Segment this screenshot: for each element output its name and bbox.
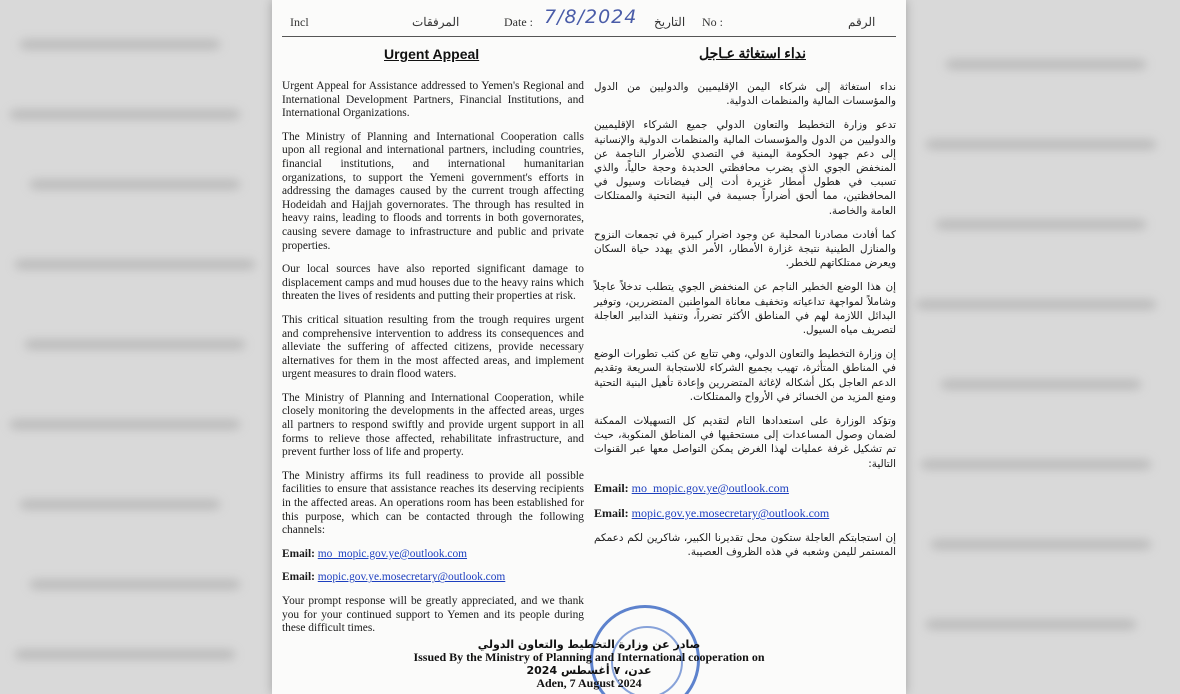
arabic-column <box>594 80 896 569</box>
arabic-paragraph: وتؤكد الوزارة على استعدادها التام لتقديم كل التسهيلات الممكنة لضمان وصول المساعدات إلى مستحقيها في المناطق المنكوبة، حيث تم تشكيل غرفة عمليات لهذا الغرض يمكن التواصل معها عبر القنوات التالية: <box>594 415 896 470</box>
signature-block <box>272 638 906 690</box>
email-link[interactable]: mo_mopic.gov.ye@outlook.com <box>317 547 468 560</box>
english-paragraph: The Ministry of Planning and International Cooperation, while closely monitoring the developments in the affected areas, urges all partners to respond swiftly and provide urgent support in all forms to relieve those affected, rehabilitate infrastructure, and prevent further loss of life and property. <box>282 391 584 459</box>
email-row <box>282 548 584 562</box>
email-link[interactable]: mopic.gov.ye.mosecretary@outlook.com <box>631 505 830 520</box>
email-link[interactable]: mopic.gov.ye.mosecretary@outlook.com <box>317 571 506 584</box>
date-value: 7/8/2024 <box>544 6 638 28</box>
arabic-paragraph: إن هذا الوضع الخطير الناجم عن المنخفض الجوي يتطلب تدخلاً عاجلاً وشاملاً لمواجهة تداعياته وتخفيف معاناة المواطنين المتضررين، وتوفير البدائل اللازمة لهم في المناطق الأكثر تضرراً، وتنفيذ التدابير العاجلة لتصريف مياه السيول. <box>594 281 896 337</box>
email-label: Email: <box>594 480 629 495</box>
arabic-paragraph: تدعو وزارة التخطيط والتعاون الدولي جميع الشركاء الإقليميين والدوليين من الدول والمؤسسات المالية والمنظمات الدولية والإنسانية إلى دعم جهود الحكومة اليمنية في التصدي للأضرار الناجمة عن المنخفض الجوي الذي يضرب محافظتي الحديدة وحجة حالياً، والذي تسبب في هطول أمطار غزيرة أدت إلى فيضانات وسيول في المحافظتين، مما ألحق أضراراً جسيمة في البنية التحتية والممتلكات العامة والخاصة. <box>594 119 896 217</box>
ref-label-ar: الرقم <box>848 15 876 29</box>
english-paragraph: Urgent Appeal for Assistance addressed to Yemen's Regional and International Development Partners, Financial Institutions, and International Organizations. <box>282 80 584 120</box>
email-label: Email: <box>282 547 315 560</box>
date-label-ar: التاريخ <box>654 15 686 29</box>
letterhead-row <box>282 6 896 37</box>
place-date: Aden, 7 August 2024 <box>536 676 642 690</box>
arabic-paragraph: إن وزارة التخطيط والتعاون الدولي، وهي تتابع عن كثب تطورات الوضع في المناطق المتأثرة، تهيب بجميع الشركاء للاستجابة السريعة وتقديم الدعم العاجل بكل أشكاله لإغاثة المتضررين وإعادة تأهيل البنية التحتية ومنع المزيد من الخسائر في الأرواح والممتلكات. <box>594 348 896 403</box>
english-closing: Your prompt response will be greatly appreciated, and we thank you for your continued support to Yemen and its people during these difficult times. <box>282 595 584 635</box>
email-label: Email: <box>282 571 315 584</box>
english-paragraph: The Ministry affirms its full readiness to provide all possible facilities to ensure that assistance reaches its deserving recipients in the affected areas. An operations room has been established for this purpose, which can be contacted through the following channels: <box>282 469 584 537</box>
email-row <box>282 571 584 585</box>
email-label: Email: <box>594 505 629 520</box>
arabic-paragraph: نداء استغاثة إلى شركاء اليمن الإقليميين والدوليين من الدول والمؤسسات المالية والمنظمات الدولية. <box>594 81 896 108</box>
arabic-email-list <box>594 481 896 521</box>
email-row <box>594 481 896 496</box>
english-paragraph: Our local sources have also reported significant damage to displacement camps and mud houses due to the heavy rains which threaten the lives of residents and putting their properties at risk. <box>282 263 584 303</box>
english-paragraph: This critical situation resulting from the trough requires urgent and comprehensive intervention to address its consequences and alleviate the suffering of affected citizens, provide necessary alternatives for them in the most affected areas, and implement urgent measures to drain flood waters. <box>282 313 584 381</box>
english-paragraph: The Ministry of Planning and International Cooperation calls upon all regional and international partners, including countries, financial institutions, and international humanitarian organizations, to support the Yemeni government's efforts in addressing the damages caused by the current trough affecting Hodeidah and Hajjah governorates. The through has resulted in heavy rains, leading to floods and torrents in both governorates, causing severe damage to infrastructure and public and private properties. <box>282 130 584 252</box>
arabic-paragraph: كما أفادت مصادرنا المحلية عن وجود اضرار كبيرة في تجمعات النزوح والمنازل الطينية نتيجة غزارة الأمطار، الأمر الذي يهدد حياة السكان ويعرض ممتلكاتهم للخطر. <box>594 228 896 270</box>
email-row <box>594 506 896 521</box>
place-date-ar: عدن، ٧ أغسطس 2024 <box>526 664 652 677</box>
date-label: Date : <box>504 15 533 29</box>
issuer-ar: صادر عن وزارة التخطيط والتعاون الدولي <box>477 638 701 651</box>
arabic-closing: إن استجابتكم العاجلة ستكون محل تقديرنا الكبير، شاكرين لكم دعمكم المستمر لليمن وشعبه في هذه الظروف العصيبة. <box>594 531 896 559</box>
email-link[interactable]: mo_mopic.gov.ye@outlook.com <box>631 480 789 495</box>
blurred-background-right <box>906 0 1180 694</box>
arabic-title: نداء استغاثة عـاجل <box>699 47 806 62</box>
issued-by: Issued By the Ministry of Planning and International cooperation on <box>413 650 765 664</box>
no-label: No : <box>702 15 723 29</box>
blurred-background-left <box>0 0 272 694</box>
incl-label: Incl <box>290 15 309 29</box>
english-email-list <box>282 548 584 585</box>
english-column <box>282 80 584 646</box>
document-page <box>272 0 906 694</box>
attachments-label-ar: المرفقات <box>412 15 460 29</box>
english-title: Urgent Appeal <box>384 46 480 62</box>
